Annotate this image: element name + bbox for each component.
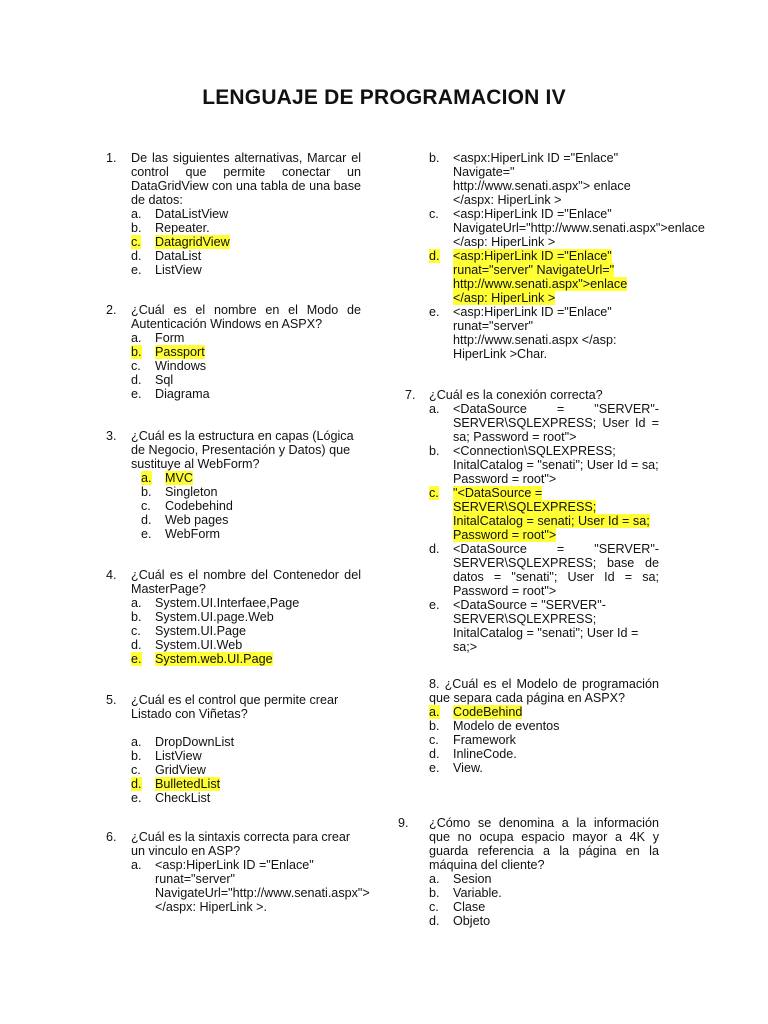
question-8	[429, 677, 659, 775]
option-c: c. System.UI.Page	[131, 624, 246, 638]
question-2	[106, 303, 361, 401]
question-1	[106, 151, 361, 277]
option-b: b. System.UI.page.Web	[131, 610, 274, 624]
option-c: c. Clase	[429, 900, 486, 914]
option-c-highlighted: c. DatagridView	[131, 235, 230, 249]
option-e: e. Diagrama	[131, 387, 210, 401]
option-e: e. <asp:HiperLink ID ="Enlace" runat="server" http://www.senati.aspx </asp: HiperLink >Char.	[429, 305, 617, 361]
question-number: 6.	[106, 830, 117, 844]
option-d: d. InlineCode.	[429, 747, 517, 761]
option-b: b. Singleton	[141, 485, 218, 499]
option-e: e. CheckList	[131, 791, 211, 805]
option-b: b. ListView	[131, 749, 202, 763]
question-number: 4.	[106, 568, 117, 582]
question-9	[398, 816, 659, 928]
option-d: d. System.UI.Web	[131, 638, 243, 652]
question-6-continued	[429, 151, 705, 361]
question-text: ¿Cuál es la sintaxis correcta para crear un vinculo en ASP?	[131, 830, 351, 858]
question-text: ¿Cuál es la estructura en capas (Lógica de Negocio, Presentación y Datos) que sustituye al WebForm?	[131, 429, 354, 471]
option-a: a. DropDownList	[131, 735, 235, 749]
option-e-highlighted: e. System.web.UI.Page	[131, 652, 273, 666]
option-c-highlighted: c. "<DataSource = SERVER\SQLEXPRESS; InitalCatalog = senati; User Id = sa; Password = root">	[429, 486, 650, 542]
question-number: 8.	[429, 677, 440, 691]
question-number: 7.	[405, 388, 416, 402]
option-c: c. <asp:HiperLink ID ="Enlace" NavigateUrl="http://www.senati.aspx">enlace </asp: HiperLink >	[429, 207, 705, 249]
option-c: c. GridView	[131, 763, 206, 777]
option-a: a. <asp:HiperLink ID ="Enlace" runat="server" NavigateUrl="http://www.senati.aspx"> </aspx: HiperLink >.	[131, 858, 370, 914]
option-e: e. ListView	[131, 263, 202, 277]
question-4	[106, 568, 361, 666]
option-d: d. Sql	[131, 373, 174, 387]
question-text: ¿Cuál es el nombre en el Modo de Autenticación Windows en ASPX?	[131, 303, 361, 331]
option-c: c. Framework	[429, 733, 516, 747]
question-text: 8. ¿Cuál es el Modelo de programación que separa cada página en ASPX?	[429, 677, 659, 705]
option-c: c. Windows	[131, 359, 207, 373]
question-6	[106, 830, 370, 914]
page-title: LENGUAJE DE PROGRAMACION IV	[202, 86, 566, 109]
option-b: b. <aspx:HiperLink ID ="Enlace" Navigate=" http://www.senati.aspx"> enlace </aspx: HiperLink >	[429, 151, 631, 207]
question-number: 5.	[106, 693, 117, 707]
question-text: ¿Cómo se denomina a la información que no ocupa espacio mayor a 4K y guarda referencia a la página en la máquina del cliente?	[429, 816, 659, 872]
option-a: a. Form	[131, 331, 185, 345]
option-a: a. DataListView	[131, 207, 229, 221]
question-text: ¿Cuál es el control que permite crear Listado con Viñetas?	[131, 693, 339, 721]
option-d-highlighted: d. BulletedList	[131, 777, 221, 791]
option-b-highlighted: b. Passport	[131, 345, 205, 359]
question-text: De las siguientes alternativas, Marcar el control que permite conectar un DataGridView con una tabla de una base de datos:	[131, 151, 361, 207]
option-e: e. View.	[429, 761, 483, 775]
question-number: 3.	[106, 429, 117, 443]
option-a: a. <DataSource = "SERVER"-SERVER\SQLEXPRESS; User Id = sa; Password = root">	[429, 402, 659, 444]
option-d: d. Objeto	[429, 914, 491, 928]
option-b: b. <Connection\SQLEXPRESS; InitalCatalog = "senati"; User Id = sa; Password = root">	[429, 444, 659, 486]
option-b: b. Variable.	[429, 886, 502, 900]
option-b: b. Modelo de eventos	[429, 719, 560, 733]
option-a: a. System.UI.Interfaee,Page	[131, 596, 300, 610]
question-text: ¿Cuál es la conexión correcta?	[429, 388, 603, 402]
option-a-highlighted: a. CodeBehind	[429, 705, 523, 719]
option-d-highlighted: d. <asp:HiperLink ID ="Enlace" runat="server" NavigateUrl=" http://www.senati.aspx">enlace </asp: HiperLink >	[429, 249, 628, 305]
option-a: a. Sesion	[429, 872, 492, 886]
option-e: e. WebForm	[141, 527, 221, 541]
question-text: ¿Cuál es el nombre del Contenedor del MasterPage?	[131, 568, 361, 596]
option-e: e. <DataSource = "SERVER"-SERVER\SQLEXPRESS; InitalCatalog = "senati"; User Id = sa;>	[429, 598, 639, 654]
option-c: c. Codebehind	[141, 499, 233, 513]
question-3	[106, 429, 361, 541]
option-d: d. DataList	[131, 249, 202, 263]
option-b: b. Repeater.	[131, 221, 210, 235]
option-a-highlighted: a. MVC	[141, 471, 193, 485]
question-number: 2.	[106, 303, 117, 317]
question-7	[405, 388, 659, 654]
option-d: d. Web pages	[141, 513, 229, 527]
question-number: 1.	[106, 151, 117, 165]
option-d: d. <DataSource = "SERVER"-SERVER\SQLEXPRESS; base de datos = "senati"; User Id = sa; Password = root">	[429, 542, 659, 598]
question-5	[106, 693, 361, 805]
question-number: 9.	[398, 816, 409, 830]
